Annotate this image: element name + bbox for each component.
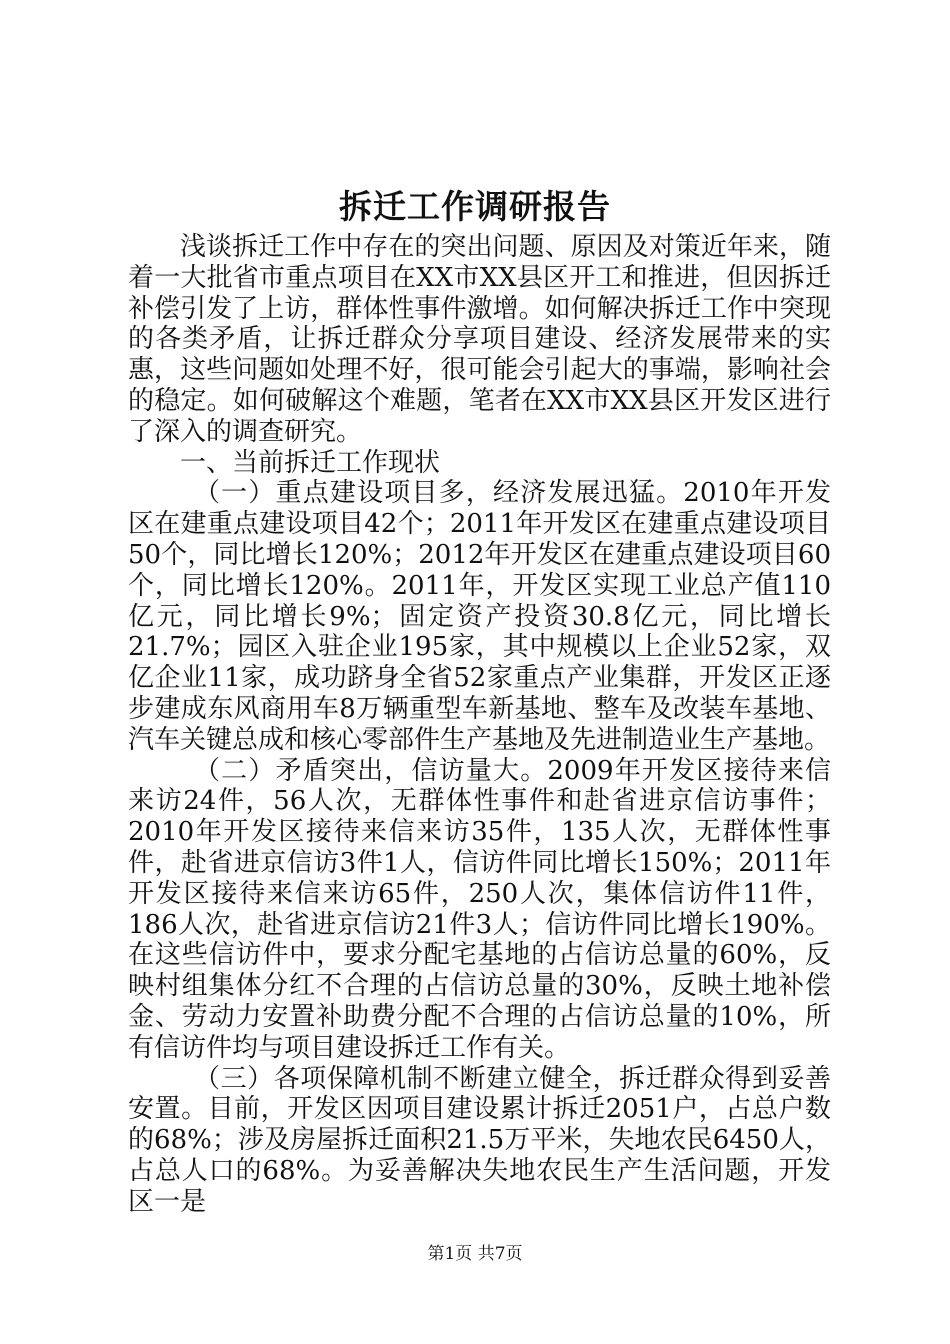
document-body bbox=[128, 232, 831, 1218]
subsection-paragraph-1: （一）重点建设项目多，经济发展迅猛。2010年开发区在建重点建设项目42个；2011年开发区在建重点建设项目50个，同比增长120%；2012年开发区在建重点建设项目60个，同比增长120%。2011年，开发区实现工业总产值110亿元，同比增长9%；固定资产投资30.8亿元，同比增长21.7%；园区入驻企业195家，其中规模以上企业52家，双亿企业11家，成功跻身全省52家重点产业集群，开发区正逐步建成东风商用车8万辆重型车新基地、整车及改装车基地、汽车关键总成和核心零部件生产基地及先进制造业生产基地。 bbox=[128, 478, 831, 755]
section-heading: 一、当前拆迁工作现状 bbox=[180, 447, 441, 478]
intro-paragraph: 浅谈拆迁工作中存在的突出问题、原因及对策近年来，随着一大批省市重点项目在XX市XX县区开工和推进，但因拆迁补偿引发了上访，群体性事件激增。如何解决拆迁工作中突现的各类矛盾，让拆迁群众分享项目建设、经济发展带来的实惠，这些问题如处理不好，很可能会引起大的事端，影响社会的稳定。如何破解这个难题，笔者在XX市XX县区开发区进行了深入的调查研究。 bbox=[128, 232, 831, 447]
document-title: 拆迁工作调研报告 bbox=[339, 187, 611, 226]
page-number-footer: 第1页 共7页 bbox=[427, 1244, 523, 1264]
subsection-paragraph-3: （三）各项保障机制不断建立健全，拆迁群众得到妥善安置。目前，开发区因项目建设累计拆迁2051户，占总户数的68%；涉及房屋拆迁面积21.5万平米，失地农民6450人，占总人口的68%。为妥善解决失地农民生产生活问题，开发区一是 bbox=[128, 1063, 831, 1217]
subsection-paragraph-2: （二）矛盾突出，信访量大。2009年开发区接待来信来访24件，56人次，无群体性事件和赴省进京信访事件；2010年开发区接待来信来访35件，135人次，无群体性事件，赴省进京信访3件1人，信访件同比增长150%；2011年开发区接待来信来访65件，250人次，集体信访件11件，186人次，赴省进京信访21件3人；信访件同比增长190%。在这些信访件中，要求分配宅基地的占信访总量的60%，反映村组集体分红不合理的占信访总量的30%，反映土地补偿金、劳动力安置补助费分配不合理的占信访总量的10%，所有信访件均与项目建设拆迁工作有关。 bbox=[128, 755, 831, 1063]
